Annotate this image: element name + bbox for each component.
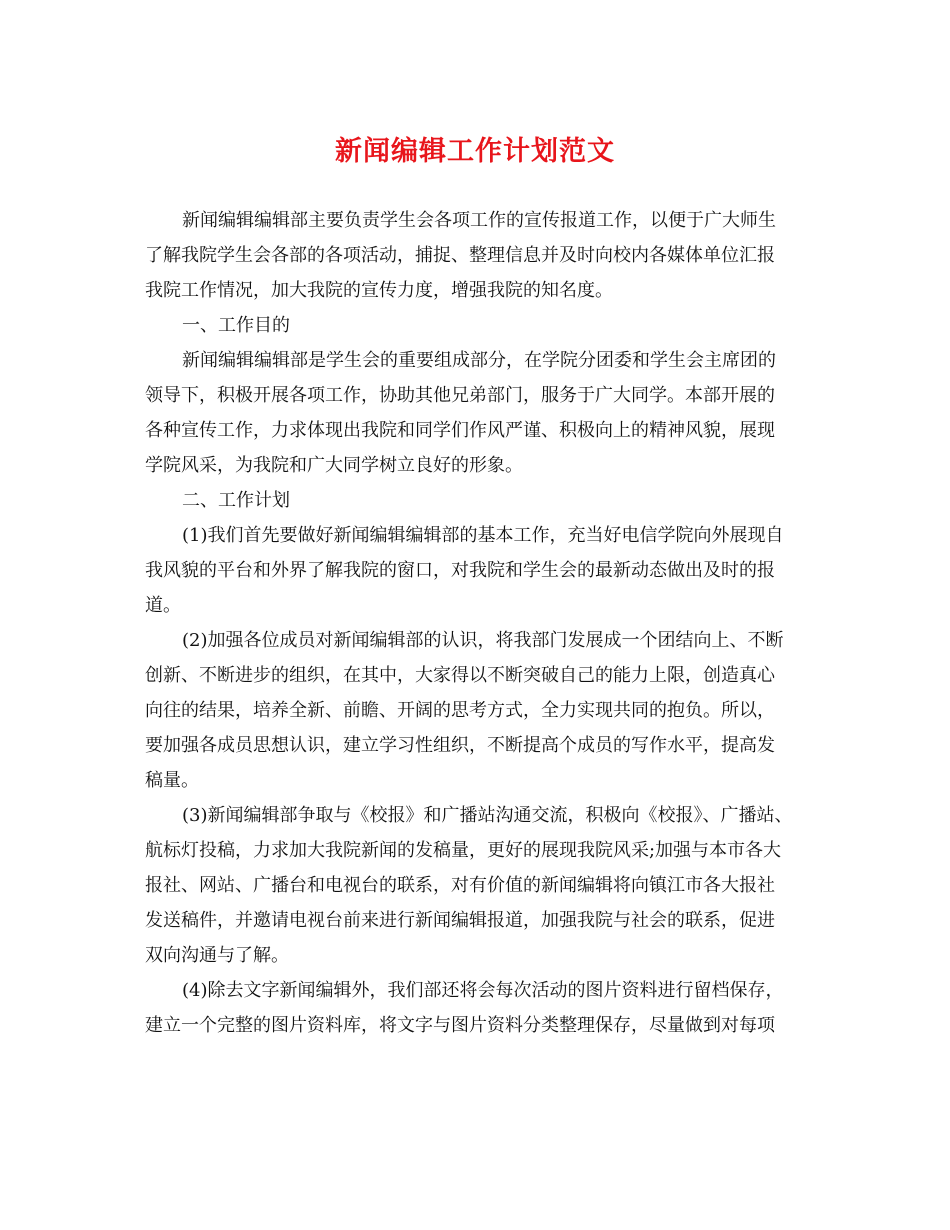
text-line: 一、工作目的	[182, 315, 290, 336]
text-line: 双向沟通与了解。	[145, 945, 289, 966]
text-line: 我风貌的平台和外界了解我院的窗口，对我院和学生会的最新动态做出及时的报	[145, 560, 775, 581]
text-line: 领导下，积极开展各项工作，协助其他兄弟部门，服务于广大同学。本部开展的	[145, 385, 775, 406]
text-line: 道。	[145, 595, 181, 616]
text-line: 建立一个完整的图片资料库，将文字与图片资料分类整理保存，尽量做到对每项	[145, 1015, 775, 1036]
document-body	[145, 203, 845, 1043]
text-line: 了解我院学生会各部的各项活动，捕捉、整理信息并及时向校内各媒体单位汇报	[145, 245, 775, 266]
text-line: 报社、网站、广播台和电视台的联系，对有价值的新闻编辑将向镇江市各大报社	[145, 875, 775, 896]
text-line: 创新、不断进步的组织，在其中，大家得以不断突破自己的能力上限，创造真心	[145, 665, 775, 686]
text-line: 学院风采，为我院和广大同学树立良好的形象。	[145, 455, 523, 476]
text-line: 稿量。	[145, 770, 199, 791]
text-line: 各种宣传工作，力求体现出我院和同学们作风严谨、积极向上的精神风貌，展现	[145, 420, 775, 441]
text-line: 航标灯投稿，力求加大我院新闻的发稿量，更好的展现我院风采;加强与本市各大	[145, 840, 782, 861]
text-line: (2)加强各位成员对新闻编辑部的认识，将我部门发展成一个团结向上、不断	[182, 630, 784, 651]
text-line: (1)我们首先要做好新闻编辑编辑部的基本工作，充当好电信学院向外展现自	[182, 525, 784, 546]
document-title: 新闻编辑工作计划范文	[335, 136, 615, 167]
text-line: 新闻编辑编辑部主要负责学生会各项工作的宣传报道工作，以便于广大师生	[182, 210, 776, 231]
text-line: 新闻编辑编辑部是学生会的重要组成部分，在学院分团委和学生会主席团的	[182, 350, 776, 371]
text-line: 我院工作情况，加大我院的宣传力度，增强我院的知名度。	[145, 280, 613, 301]
text-line: (3)新闻编辑部争取与《校报》和广播站沟通交流，积极向《校报》、广播站、	[182, 805, 793, 826]
text-line: 二、工作计划	[182, 490, 290, 511]
text-line: 要加强各成员思想认识，建立学习性组织，不断提高个成员的写作水平，提高发	[145, 735, 775, 756]
text-line: (4)除去文字新闻编辑外，我们部还将会每次活动的图片资料进行留档保存，	[182, 980, 784, 1001]
text-line: 发送稿件，并邀请电视台前来进行新闻编辑报道，加强我院与社会的联系，促进	[145, 910, 775, 931]
text-line: 向往的结果，培养全新、前瞻、开阔的思考方式，全力实现共同的抱负。所以，	[145, 700, 775, 721]
